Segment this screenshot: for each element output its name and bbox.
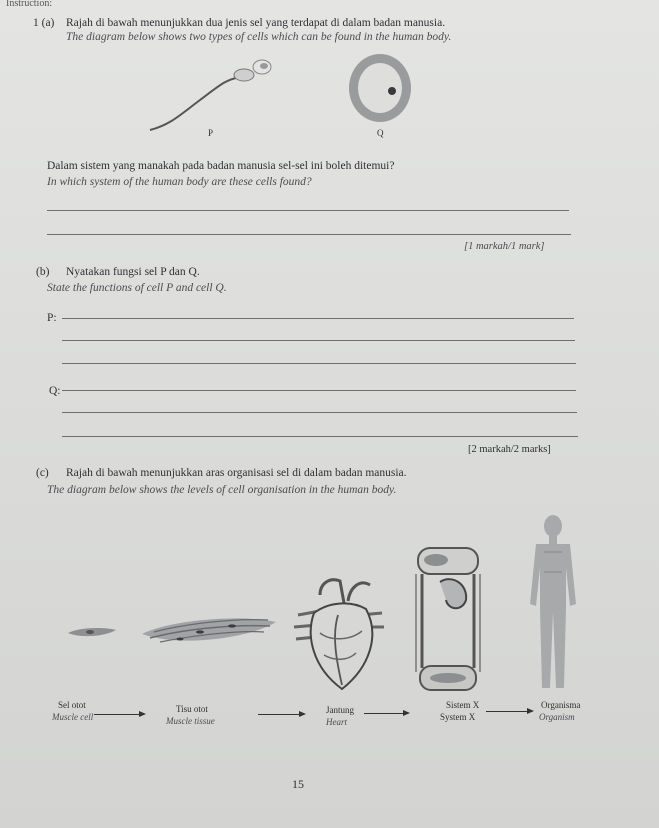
answer-line (47, 210, 569, 211)
level-label-malay: Tisu otot (176, 704, 208, 714)
instruction-header: Instruction: (6, 0, 53, 9)
level-label-malay: Sel otot (58, 700, 86, 710)
level-label-malay: Organisma (541, 700, 581, 710)
page-number: 15 (292, 777, 304, 791)
marks-label: [2 markah/2 marks] (468, 444, 551, 455)
answer-line (47, 234, 571, 235)
arrow-icon (486, 711, 532, 712)
answer-label-q: Q: (49, 385, 61, 397)
arrow-icon (94, 714, 144, 715)
question-number: 1 (a) (33, 17, 55, 29)
human-body-illustration (522, 512, 584, 692)
muscle-cell-illustration (68, 626, 116, 640)
level-label-malay: Sistem X (446, 700, 480, 710)
answer-line (62, 390, 576, 391)
q1a-text-english: The diagram below shows two types of cells which can be found in the human body. (66, 31, 452, 43)
q1c-text-malay: Rajah di bawah menunjukkan aras organisasi sel di dalam badan manusia. (66, 467, 407, 479)
arrow-icon (364, 713, 408, 714)
q1b-number: (b) (36, 266, 50, 278)
q1c-text-english: The diagram below shows the levels of cell organisation in the human body. (47, 484, 397, 496)
answer-line (62, 436, 578, 437)
q1c-number: (c) (36, 467, 49, 479)
answer-line (62, 318, 574, 319)
marks-label: [1 markah/1 mark] (464, 241, 545, 252)
level-label-english: Muscle tissue (166, 716, 215, 726)
level-label-english: Muscle cell (52, 712, 94, 722)
level-label-english: System X (440, 712, 476, 722)
egg-cell-illustration (348, 53, 412, 123)
cell-label-p: P (208, 128, 214, 138)
level-label-english: Organism (539, 712, 575, 722)
answer-line (62, 412, 577, 413)
level-label-malay: Jantung (326, 705, 354, 715)
heart-illustration (290, 575, 388, 693)
answer-line (62, 340, 575, 341)
arrow-icon (258, 714, 304, 715)
q1a-question-malay: Dalam sistem yang manakah pada badan manusia sel-sel ini boleh ditemui? (47, 160, 395, 172)
circulatory-system-illustration (412, 544, 484, 694)
muscle-tissue-illustration (140, 612, 278, 652)
q1a-text-malay: Rajah di bawah menunjukkan dua jenis sel yang terdapat di dalam badan manusia. (66, 17, 446, 29)
level-label-english: Heart (326, 717, 347, 727)
q1a-question-english: In which system of the human body are these cells found? (47, 176, 312, 188)
answer-line (62, 363, 576, 364)
cell-label-q: Q (377, 128, 384, 138)
q1b-text-english: State the functions of cell P and cell Q. (47, 282, 227, 294)
answer-label-p: P: (47, 312, 57, 324)
q1b-text-malay: Nyatakan fungsi sel P dan Q. (66, 266, 200, 278)
